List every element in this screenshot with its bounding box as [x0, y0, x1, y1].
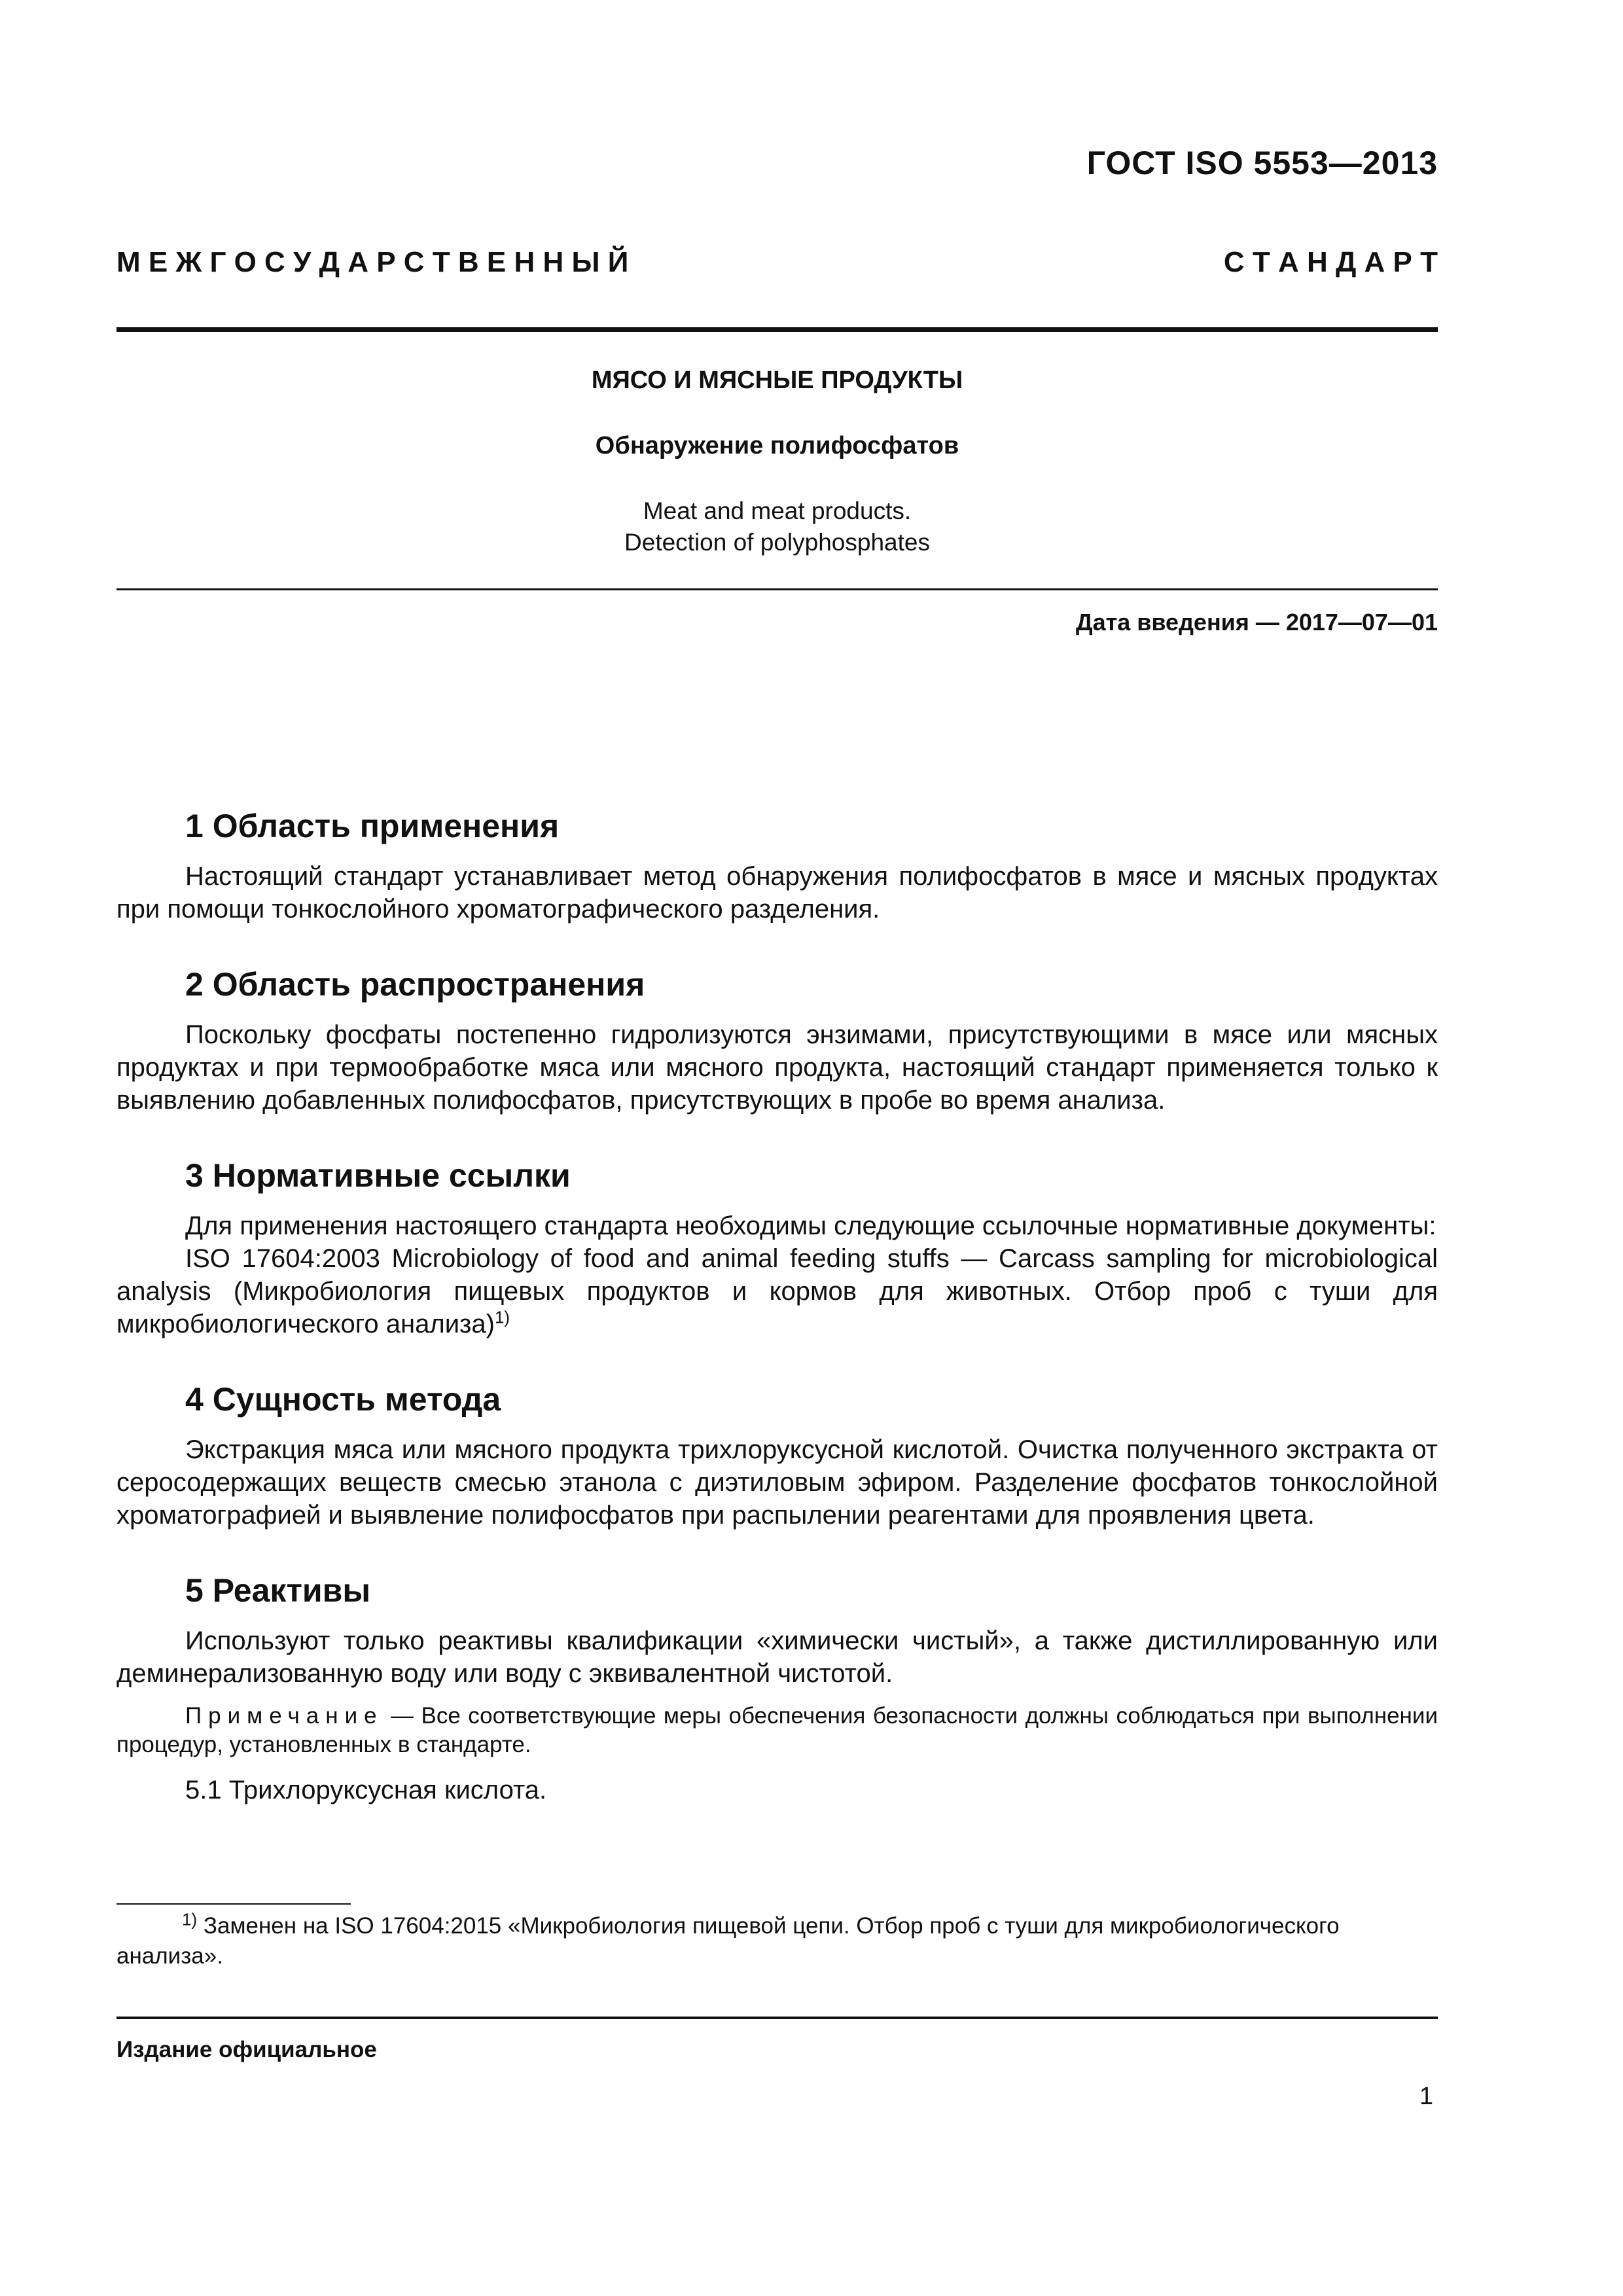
- section-scope: [116, 806, 1438, 925]
- section-paragraph: Экстракция мяса или мясного продукта трихлоруксусной кислотой. Очистка полученного экстракта от серосодержащих веществ смесью этанола с диэтиловым эфиром. Разделение фосфатов тонкослойной хроматографией и выявление полифосфатов при распылении реагентами для проявления цвета.: [116, 1435, 1438, 1530]
- section-paragraph: Поскольку фосфаты постепенно гидролизуются энзимами, присутствующими в мясе или мясных продуктах и при термообработке мяса или мясного продукта, настоящий стандарт применяется только к выявлению добавленных полифосфатов, присутствующих в пробе во время анализа.: [116, 1020, 1438, 1115]
- section-paragraph: Используют только реактивы квалификации «химически чистый», а также дистиллированную или деминерализованную воду или воду с эквивалентной чистотой.: [116, 1626, 1438, 1688]
- introduction-date: Дата введения — 2017—07—01: [1075, 609, 1438, 636]
- section-heading: 4 Сущность метода: [185, 1381, 501, 1418]
- title-divider: [116, 588, 1438, 590]
- section-paragraph: Для применения настоящего стандарта необходимы следующие ссылочные нормативные документы:: [185, 1211, 1436, 1240]
- footnote-reference: 1): [494, 1307, 510, 1327]
- section-method-principle: [116, 1380, 1438, 1532]
- title-en-line-2: Detection of polyphosphates: [624, 529, 930, 556]
- document-number: ГОСТ ISO 5553—2013: [1086, 145, 1438, 181]
- standard-type-banner: [116, 246, 1438, 279]
- section-application-area: [116, 965, 1438, 1117]
- footer-divider: [116, 2017, 1438, 2019]
- safety-note: [116, 1702, 1438, 1759]
- banner-word-standard: С Т А Н Д А Р Т: [1223, 246, 1438, 278]
- reference-text: ISO 17604:2003 Microbiology of food and animal feeding stuffs — Carcass sampling for microbiological analysis (Микробиология пищевых продуктов и кормов для животных. Отбор проб с туши для микробиологического анализа): [116, 1244, 1438, 1338]
- title-en-line-1: Meat and meat products.: [643, 497, 912, 524]
- reference-entry: [116, 1242, 1438, 1340]
- note-text: — Все соответствующие меры обеспечения безопасности должны соблюдаться при выполнении процедур, установленных в стандарте.: [116, 1703, 1438, 1757]
- header-divider-thick: [116, 327, 1438, 332]
- document-body: [116, 806, 1438, 1846]
- reagent-item: 5.1 Трихлоруксусная кислота.: [185, 1776, 547, 1804]
- document-title-ru: МЯСО И МЯСНЫЕ ПРОДУКТЫ: [591, 367, 963, 394]
- section-heading: 5 Реактивы: [185, 1572, 371, 1609]
- note-label: Примечание: [185, 1703, 383, 1729]
- section-heading: 1 Область применения: [185, 808, 560, 844]
- document-subtitle-ru: Обнаружение полифосфатов: [595, 432, 959, 459]
- section-paragraph: Настоящий стандарт устанавливает метод обнаружения полифосфатов в мясе и мясных продуктах при помощи тонкослойного хроматографического разделения.: [116, 862, 1438, 924]
- banner-word-interstate: М Е Ж Г О С У Д А Р С Т В Е Н Н Ы Й: [116, 246, 629, 278]
- footnote-marker: 1): [182, 1909, 198, 1929]
- section-heading: 2 Область распространения: [185, 966, 645, 1003]
- footnote: [116, 1911, 1438, 1971]
- section-heading: 3 Нормативные ссылки: [185, 1157, 571, 1194]
- section-normative-references: [116, 1156, 1438, 1340]
- footnote-text: Заменен на ISO 17604:2015 «Микробиология пищевой цепи. Отбор проб с туши для микробиологического анализа».: [116, 1913, 1340, 1969]
- document-title-en: [116, 495, 1438, 558]
- official-edition-label: Издание официальное: [116, 2037, 377, 2062]
- page-number: 1: [1419, 2083, 1433, 2110]
- section-reagents: [116, 1571, 1438, 1806]
- footnote-separator: [116, 1903, 351, 1905]
